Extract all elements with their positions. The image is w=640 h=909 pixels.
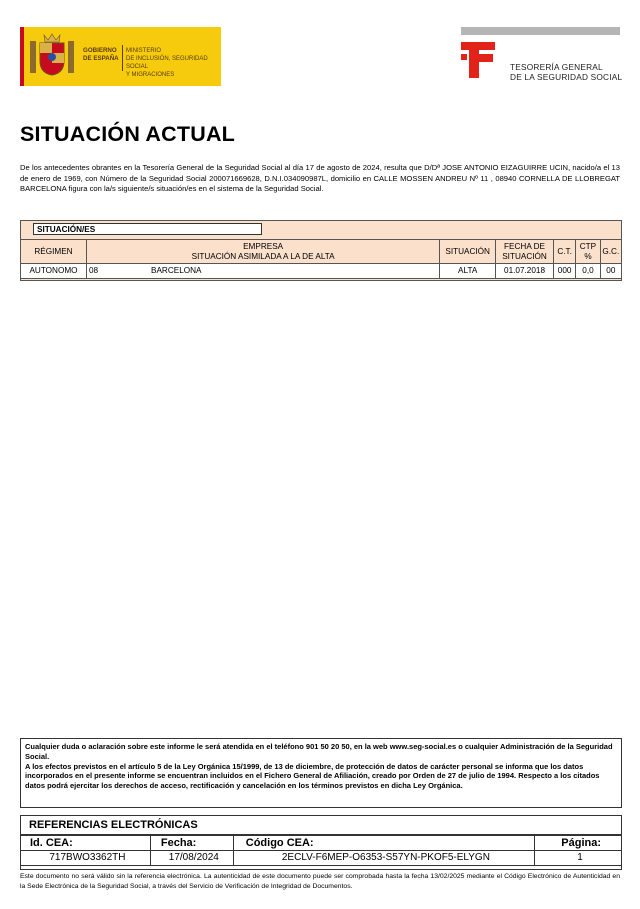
cell-gc: 00 bbox=[600, 264, 621, 279]
header-ctp bbox=[576, 240, 600, 264]
notice-line2: A los efectos previstos en el artículo 5 de la Ley Orgánica 15/1999, de 13 de diciembre, de protección de datos de carácter personal se informa que los datos incorporados en el presente informe se encuentran incluidos en el Fichero General de Afiliación, creado por Orden de 27 de julio de 1994. Respecto a los citados datos podrá ejercitar los derechos de acceso, rectificación y cancelación en los términos previstos en dicha Ley Orgánica. bbox=[25, 761, 600, 791]
ref-pagina-value: 1 bbox=[535, 851, 622, 866]
gobierno-line1: GOBIERNO bbox=[83, 47, 117, 54]
cell-empresa bbox=[86, 264, 439, 279]
notice-box bbox=[20, 738, 622, 808]
ministry-line3: Y MIGRACIONES bbox=[126, 72, 175, 78]
tgss-line1: TESORERÍA GENERAL bbox=[510, 62, 603, 72]
ministry-text bbox=[126, 47, 222, 79]
references-title: REFERENCIAS ELECTRÓNICAS bbox=[29, 819, 198, 831]
ministry-line2: DE INCLUSIÓN, SEGURIDAD SOCIAL bbox=[126, 56, 208, 70]
ref-fecha-label: Fecha: bbox=[150, 836, 233, 851]
header-fecha bbox=[496, 240, 554, 264]
references-value-row bbox=[21, 851, 622, 866]
references-header-row bbox=[21, 836, 622, 851]
tgss-logo-icon bbox=[461, 42, 501, 78]
ref-id-label: Id. CEA: bbox=[21, 836, 151, 851]
cell-empresa-name: BARCELONA bbox=[150, 266, 202, 275]
page-title: SITUACIÓN ACTUAL bbox=[20, 122, 235, 146]
header-situacion: SITUACIÓN bbox=[440, 240, 496, 264]
ministry-line1: MINISTERIO bbox=[126, 48, 162, 54]
ref-codigo-value: 2ECLV-F6MEP-O6353-S57YN-PKOF5-ELYGN bbox=[233, 851, 534, 866]
gobierno-separator bbox=[122, 45, 123, 71]
gobierno-line2: DE ESPAÑA bbox=[83, 55, 119, 62]
header-fecha-line2: SITUACIÓN bbox=[502, 251, 547, 261]
cell-ctp: 0,0 bbox=[576, 264, 600, 279]
validity-note: Este documento no será válido sin la referencia electrónica. La autenticidad de este documento puede ser comprobada hasta la fecha 13/02/2025 mediante el Código Electrónico de Autenticidad en la Sede Electrónica de la Seguridad Social, a través del Servicio de Verificación de Integridad de Documentos. bbox=[20, 873, 620, 890]
ref-id-value: 717BWO3362TH bbox=[21, 851, 151, 866]
coat-of-arms-icon bbox=[26, 31, 78, 83]
tgss-name bbox=[510, 62, 622, 82]
cell-fecha: 01.07.2018 bbox=[496, 264, 554, 279]
intro-paragraph: De los antecedentes obrantes en la Tesorería General de la Seguridad Social al día 17 de agosto de 2024, resulta que D/Dª JOSE ANTONIO EIZAGUIRRE UCIN, nacido/a el 13 de enero de 1969, con Número de la Seguridad Social 200071669628, D.N.I.034090987L, domicilio en CALLE MOSSEN ANDREU Nº 11 , 08940 CORNELLA DE LLOBREGAT BARCELONA figura con la/s siguiente/s situación/es en el sistema de la Seguridad Social. bbox=[20, 163, 620, 194]
ref-codigo-label: Código CEA: bbox=[233, 836, 534, 851]
header-gc: G.C. bbox=[600, 240, 621, 264]
situations-table bbox=[20, 239, 622, 279]
header-empresa bbox=[86, 240, 439, 264]
header-empresa-line2: SITUACIÓN ASIMILADA A LA DE ALTA bbox=[191, 251, 335, 261]
header-empresa-line1: EMPRESA bbox=[243, 241, 284, 251]
gobierno-logo-strip bbox=[20, 27, 24, 86]
tgss-line2: DE LA SEGURIDAD SOCIAL bbox=[510, 72, 623, 82]
references-table bbox=[20, 835, 622, 866]
cell-regimen: AUTONOMO bbox=[21, 264, 87, 279]
header-regimen: RÉGIMEN bbox=[21, 240, 87, 264]
ref-fecha-value: 17/08/2024 bbox=[150, 851, 233, 866]
notice-line1: Cualquier duda o aclaración sobre este informe le será atendida en el teléfono 901 50 20 50, en la web www.seg-social.es o cualquier Administración de la Seguridad Social. bbox=[25, 742, 613, 761]
tgss-top-bar bbox=[461, 27, 620, 35]
gobierno-text bbox=[83, 47, 119, 63]
cell-ct: 000 bbox=[553, 264, 575, 279]
situations-header-row bbox=[21, 240, 622, 264]
cell-situacion: ALTA bbox=[440, 264, 496, 279]
header-fecha-line1: FECHA DE bbox=[504, 241, 545, 251]
cell-empresa-code: 08 bbox=[88, 266, 99, 275]
ref-pagina-label: Página: bbox=[535, 836, 622, 851]
header-ct: C.T. bbox=[553, 240, 575, 264]
header-ctp-line2: % bbox=[584, 251, 592, 261]
situations-label: SITUACIÓN/ES bbox=[33, 223, 262, 235]
table-row bbox=[21, 264, 622, 279]
header-ctp-line1: CTP bbox=[579, 241, 597, 251]
